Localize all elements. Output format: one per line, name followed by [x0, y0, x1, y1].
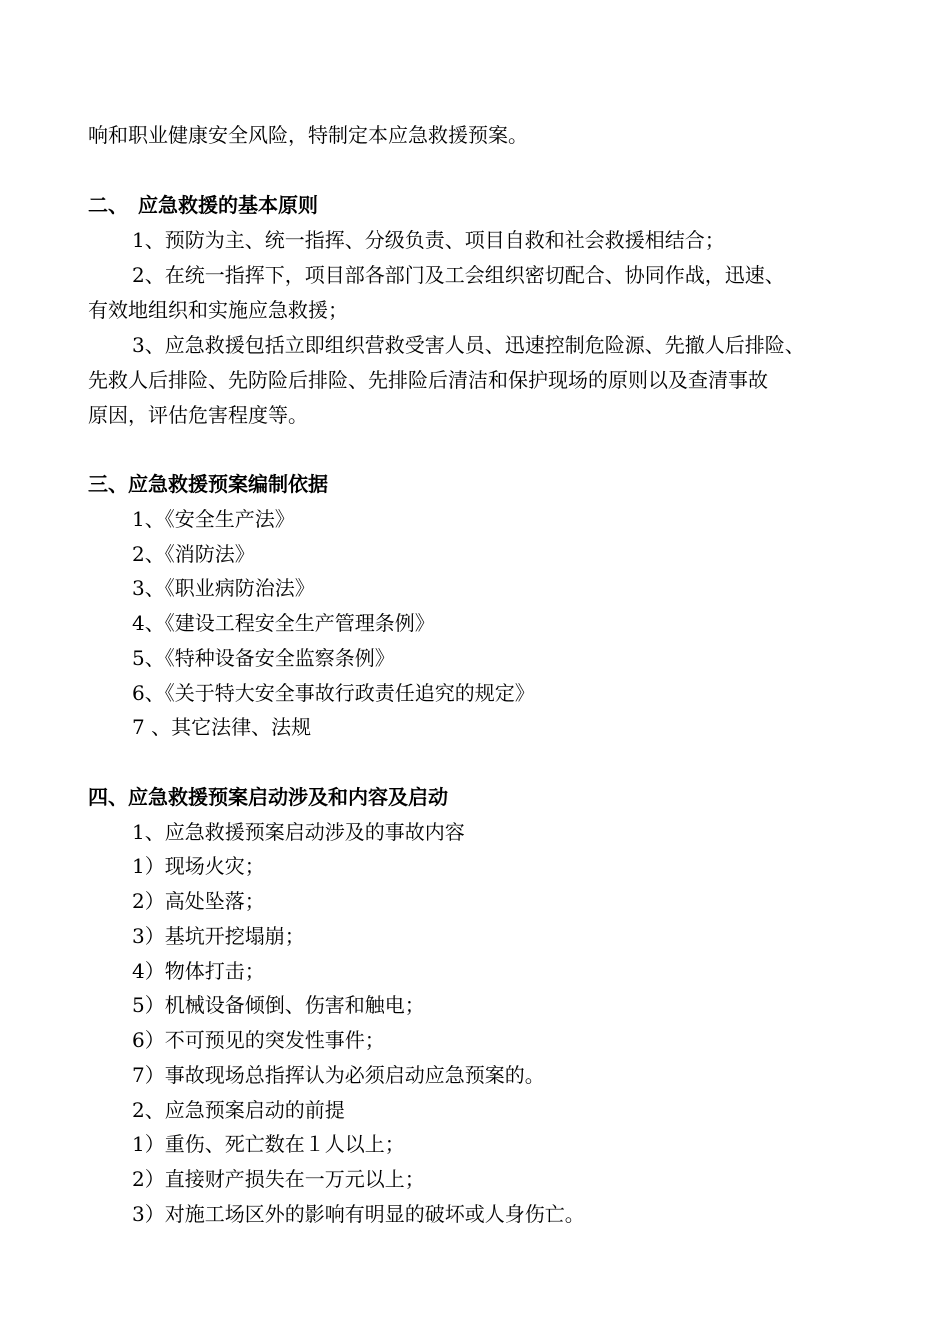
section-2-principle-2-line-1: 2、在统一指挥下，项目部各部门及工会组织密切配合、协同作战，迅速、 — [132, 263, 785, 287]
precondition-list-item: 3）对施工场区外的影响有明显的破坏或人身伤亡。 — [132, 1202, 585, 1226]
section-2-principle-3-line-3: 原因，评估危害程度等。 — [88, 403, 308, 427]
intro-tail-line: 响和职业健康安全风险，特制定本应急救援预案。 — [88, 123, 528, 147]
section-4-heading: 四、应急救援预案启动涉及和内容及启动 — [88, 785, 448, 809]
section-4-subheading-1: 1、应急救援预案启动涉及的事故内容 — [132, 820, 465, 844]
basis-list-item: 4、《建设工程安全生产管理条例》 — [132, 611, 435, 635]
section-2-principle-2-line-2: 有效地组织和实施应急救援； — [88, 298, 348, 322]
incident-list-item: 2）高处坠落； — [132, 889, 265, 913]
section-2-heading: 二、 应急救援的基本原则 — [88, 193, 318, 217]
precondition-list-item: 1）重伤、死亡数在１人以上； — [132, 1132, 405, 1156]
precondition-list-item: 2）直接财产损失在一万元以上； — [132, 1167, 425, 1191]
incident-list-item: 6）不可预见的突发性事件； — [132, 1028, 385, 1052]
basis-list-item: 2、《消防法》 — [132, 542, 255, 566]
section-3-heading: 三、应急救援预案编制依据 — [88, 472, 328, 496]
section-2-principle-3-line-1: 3、应急救援包括立即组织营救受害人员、迅速控制危险源、先撤人后排险、 — [132, 333, 805, 357]
incident-list-item: 3）基坑开挖塌崩； — [132, 924, 305, 948]
incident-list-item: 7）事故现场总指挥认为必须启动应急预案的。 — [132, 1063, 545, 1087]
basis-list-item: 7 、其它法律、法规 — [132, 715, 312, 739]
section-2-principle-3-line-2: 先救人后排险、先防险后排险、先排险后清洁和保护现场的原则以及查清事故 — [88, 368, 768, 392]
section-2-principle-1: 1、预防为主、统一指挥、分级负责、项目自救和社会救援相结合； — [132, 228, 725, 252]
incident-list-item: 1）现场火灾； — [132, 854, 265, 878]
incident-list-item: 4）物体打击； — [132, 959, 265, 983]
basis-list-item: 1、《安全生产法》 — [132, 507, 295, 531]
basis-list-item: 6、《关于特大安全事故行政责任追究的规定》 — [132, 681, 535, 705]
section-4-subheading-2: 2、应急预案启动的前提 — [132, 1098, 345, 1122]
basis-list-item: 5、《特种设备安全监察条例》 — [132, 646, 395, 670]
basis-list-item: 3、《职业病防治法》 — [132, 576, 315, 600]
incident-list-item: 5）机械设备倾倒、伤害和触电； — [132, 993, 425, 1017]
